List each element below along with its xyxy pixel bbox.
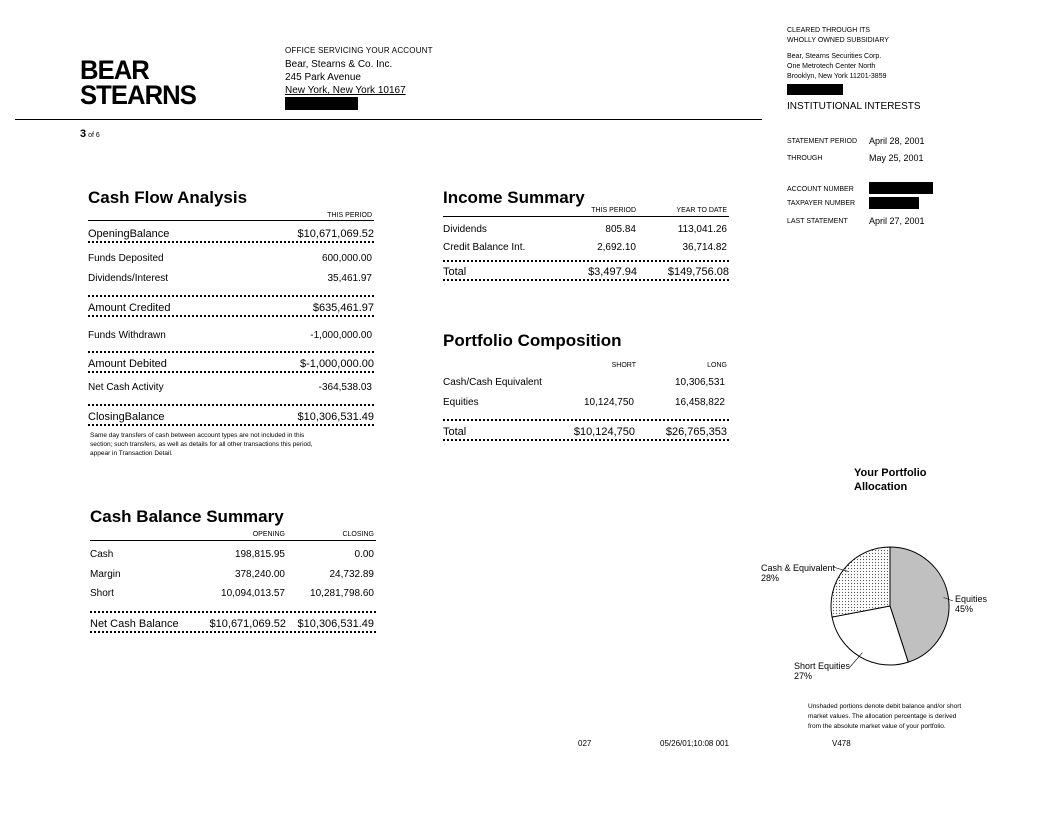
cash-balance-row-short <box>90 588 376 602</box>
portfolio-total-row <box>443 426 729 440</box>
cash-flow-table <box>88 210 374 460</box>
last-statement <box>787 218 967 225</box>
page-indicator <box>80 128 100 140</box>
dotted-divider <box>88 404 374 407</box>
through-label: THROUGH <box>787 155 823 162</box>
portfolio-composition-title: Portfolio Composition <box>443 331 622 350</box>
footer-ref: V478 <box>832 739 851 748</box>
footnote-line: from the absolute market value of your portfolio. <box>808 723 946 730</box>
row-opening: 10,094,013.57 <box>221 588 285 599</box>
allocation-footnote <box>808 702 988 732</box>
income-summary-table <box>443 205 729 285</box>
note-line: appear in Transaction Detail. <box>90 450 173 457</box>
row-long: 10,306,531 <box>674 377 725 388</box>
office-city: New York, New York 10167 <box>285 85 406 96</box>
last-statement-label: LAST STATEMENT <box>787 218 848 225</box>
income-row-credit <box>443 242 729 256</box>
income-col-period: THIS PERIOD <box>591 207 636 214</box>
pie-label-pct: 45% <box>955 604 974 614</box>
page-of: of 6 <box>88 132 100 139</box>
row-short: $10,124,750 <box>573 426 635 438</box>
note-line: section; such transfers, as well as details for all other transactions this period, <box>90 441 313 448</box>
dotted-divider <box>443 419 729 422</box>
redaction-box <box>285 97 358 110</box>
statement-through <box>787 155 967 162</box>
dotted-divider <box>88 241 374 244</box>
allocation-title-line1: Your Portfolio <box>854 467 927 479</box>
row-label: Dividends/Interest <box>88 273 169 284</box>
dotted-divider <box>443 260 729 263</box>
footer-timestamp: 05/26/01;10:08 001 <box>660 739 729 748</box>
row-value: $635,461.97 <box>312 302 374 314</box>
portfolio-composition-table <box>443 360 729 445</box>
row-label: Equities <box>443 397 479 408</box>
row-value: -364,538.03 <box>318 382 372 393</box>
dotted-divider <box>443 279 729 282</box>
row-label: Amount Credited <box>88 302 171 314</box>
cash-balance-title: Cash Balance Summary <box>90 507 284 526</box>
row-opening: $10,671,069.52 <box>209 618 286 630</box>
redaction-box <box>869 197 919 209</box>
last-statement-value: April 27, 2001 <box>869 216 925 226</box>
row-short: 10,124,750 <box>583 397 634 408</box>
row-value: 600,000.00 <box>321 253 372 264</box>
row-label: Amount Debited <box>88 358 167 370</box>
row-value: 35,461.97 <box>327 273 372 284</box>
row-value: -1,000,000.00 <box>310 330 372 341</box>
dividends-row <box>88 273 374 287</box>
clearing-name: Bear, Stearns Securities Corp. <box>787 53 882 60</box>
clearing-line1: CLEARED THROUGH ITS <box>787 27 871 34</box>
pie-label-text: Short Equities <box>794 661 851 671</box>
row-label: Credit Balance Int. <box>443 242 526 253</box>
office-header: OFFICE SERVICING YOUR ACCOUNT <box>285 46 433 55</box>
pie-slice-cash-equivalent <box>831 547 890 617</box>
cash-balance-col-opening: OPENING <box>252 531 285 538</box>
dotted-divider <box>90 611 376 614</box>
row-closing: $10,306,531.49 <box>297 618 374 630</box>
row-ytd: $149,756.08 <box>667 266 729 278</box>
account-number-label: ACCOUNT NUMBER <box>787 186 854 193</box>
account-type: INSTITUTIONAL INTERESTS <box>787 101 921 112</box>
clearing-address <box>787 52 887 95</box>
income-row-dividends <box>443 224 729 238</box>
dotted-divider <box>88 424 374 427</box>
footnote-line: market values. The allocation percentage is derived <box>808 713 957 720</box>
income-summary-title: Income Summary <box>443 188 585 207</box>
row-value: $10,671,069.52 <box>297 228 374 240</box>
office-name: Bear, Stearns & Co. Inc. <box>285 59 393 70</box>
cash-balance-col-closing: CLOSING <box>342 531 374 538</box>
statement-period-value: April 28, 2001 <box>869 136 925 146</box>
row-opening: 378,240.00 <box>234 569 285 580</box>
row-label: Margin <box>90 569 121 580</box>
dotted-divider <box>88 351 374 354</box>
row-value: $10,306,531.49 <box>297 411 374 423</box>
divider <box>88 220 374 221</box>
funds-deposited-row <box>88 253 374 267</box>
portfolio-row-cash <box>443 377 729 391</box>
row-label: Total <box>443 266 467 278</box>
office-address <box>285 44 433 110</box>
pie-label-text: Cash & Equivalent <box>761 563 836 573</box>
row-long: 16,458,822 <box>674 397 725 408</box>
pie-label-cash <box>761 563 835 583</box>
bear-stearns-logo <box>80 55 196 110</box>
row-value: $-1,000,000.00 <box>299 358 374 370</box>
row-label: Funds Withdrawn <box>88 330 166 341</box>
row-label: Cash/Cash Equivalent <box>443 377 542 388</box>
clearing-city: Brooklyn, New York 11201-3859 <box>787 73 887 80</box>
pie-label-equities <box>955 594 987 614</box>
row-opening: 198,815.95 <box>234 549 285 560</box>
funds-withdrawn-row <box>88 330 374 344</box>
row-period: 2,692.10 <box>597 242 636 253</box>
statement-period-label: STATEMENT PERIOD <box>787 138 858 145</box>
cash-flow-note <box>90 431 380 458</box>
row-closing: 10,281,798.60 <box>310 588 374 599</box>
divider <box>443 216 729 217</box>
row-ytd: 113,041.26 <box>677 224 727 235</box>
row-long: $26,765,353 <box>665 426 727 438</box>
closing-balance-row <box>88 411 374 425</box>
through-value: May 25, 2001 <box>869 153 924 163</box>
dotted-divider <box>443 439 729 442</box>
portfolio-row-equities <box>443 397 729 411</box>
footnote-line: Unshaded portions denote debit balance and/or short <box>808 703 962 710</box>
account-number <box>787 186 967 193</box>
income-total-row <box>443 266 729 280</box>
taxpayer-label: TAXPAYER NUMBER <box>787 200 856 207</box>
row-label: OpeningBalance <box>88 228 170 240</box>
pie-label-text: Equities <box>955 594 988 604</box>
cash-balance-row-cash <box>90 549 376 563</box>
clearing-header <box>787 26 889 45</box>
cash-flow-title: Cash Flow Analysis <box>88 188 248 207</box>
clearing-line2: WHOLLY OWNED SUBSIDIARY <box>787 36 889 44</box>
dotted-divider <box>88 371 374 374</box>
row-label: Short <box>90 588 114 599</box>
taxpayer-number <box>787 200 967 207</box>
cash-balance-table <box>90 530 376 640</box>
statement-period <box>787 138 967 145</box>
row-label: ClosingBalance <box>88 411 165 423</box>
allocation-title <box>854 466 927 494</box>
logo-line1: BEAR <box>80 55 149 85</box>
portfolio-col-short: SHORT <box>611 362 636 369</box>
amount-debited-row <box>88 358 374 372</box>
pie-label-pct: 28% <box>761 573 780 583</box>
row-closing: 0.00 <box>354 549 374 560</box>
clearing-street: One Metrotech Center North <box>787 63 876 70</box>
logo-line2: STEARNS <box>80 80 196 110</box>
cash-flow-col-header: THIS PERIOD <box>327 212 372 219</box>
dotted-divider <box>90 631 376 634</box>
office-street: 245 Park Avenue <box>285 72 361 83</box>
dotted-divider <box>88 315 374 318</box>
portfolio-col-long: LONG <box>707 362 727 369</box>
row-period: 805.84 <box>605 224 636 235</box>
row-label: Cash <box>90 549 114 560</box>
opening-balance-row <box>88 228 374 242</box>
redaction-box <box>787 84 843 95</box>
cash-balance-row-margin <box>90 569 376 583</box>
footer-code: 027 <box>578 739 592 748</box>
row-label: Total <box>443 426 467 438</box>
income-col-ytd: YEAR TO DATE <box>676 207 727 214</box>
net-cash-balance-row <box>90 618 376 632</box>
row-closing: 24,732.89 <box>329 569 374 580</box>
dotted-divider <box>88 295 374 298</box>
header-divider <box>15 119 762 120</box>
net-cash-activity-row <box>88 382 374 396</box>
pie-label-pct: 27% <box>794 671 813 681</box>
row-period: $3,497.94 <box>588 266 637 278</box>
row-label: Funds Deposited <box>88 253 164 264</box>
redaction-box <box>869 182 933 194</box>
pie-label-short-equities <box>794 661 850 681</box>
row-ytd: 36,714.82 <box>682 242 727 253</box>
divider <box>90 540 376 541</box>
note-line: Same day transfers of cash between account types are not included in this <box>90 432 305 439</box>
amount-credited-row <box>88 302 374 316</box>
row-label: Net Cash Activity <box>88 382 164 393</box>
allocation-title-line2: Allocation <box>854 481 908 493</box>
row-label: Dividends <box>443 224 487 235</box>
row-label: Net Cash Balance <box>90 618 179 630</box>
page-number: 3 <box>80 128 87 140</box>
